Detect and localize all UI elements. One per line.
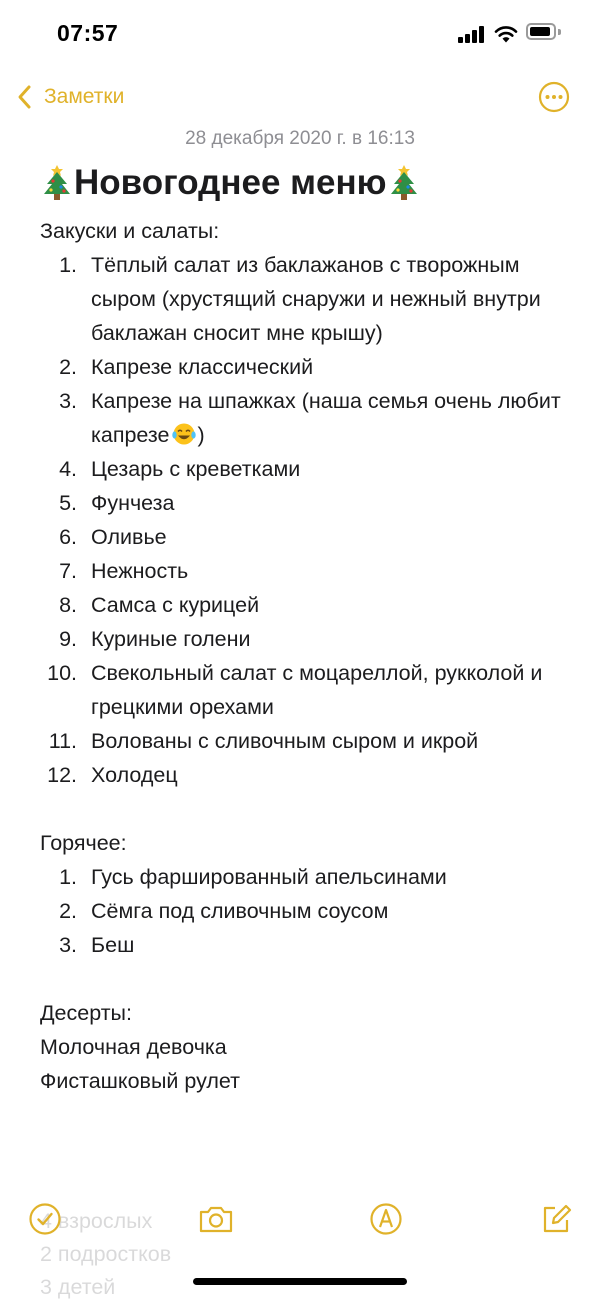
list-item [40, 452, 570, 486]
list-number: 2. [59, 355, 77, 379]
section-label-hot: Горячее: [40, 831, 127, 855]
list-item-text: Нежность [91, 559, 189, 583]
list-number: 11. [48, 729, 77, 753]
list-item [40, 894, 570, 928]
empty-line [40, 792, 570, 826]
list-item-text: Свекольный салат с моцареллой, рукколой и грецкими орехами [91, 661, 543, 719]
list-item-text: Фунчеза [91, 491, 175, 515]
list-number: 1. [59, 865, 77, 889]
list-number: 6. [59, 525, 77, 549]
list-item [40, 248, 570, 350]
faded-line: 2 подростков [40, 1242, 172, 1266]
list-number: 3. [59, 933, 77, 957]
ellipsis-circle-icon[interactable] [538, 81, 570, 113]
list-item-text-part: ) [197, 423, 205, 447]
dessert-line: Молочная девочка [40, 1035, 227, 1059]
list-number: 4. [59, 457, 77, 481]
list-item [40, 656, 570, 724]
back-label: Заметки [44, 85, 125, 108]
christmas-tree-emoji-icon [387, 163, 421, 203]
list-item [40, 928, 570, 962]
checklist-icon[interactable] [28, 1202, 62, 1236]
list-item-text: Куриные голени [91, 627, 251, 651]
list-number: 1. [59, 253, 77, 277]
section-label-snacks: Закуски и салаты: [40, 219, 220, 243]
list-item [40, 486, 570, 520]
tears-of-joy-emoji-icon [170, 422, 198, 446]
status-bar [0, 0, 600, 70]
list-item [40, 384, 570, 452]
list-number: 8. [59, 593, 77, 617]
list-item [40, 520, 570, 554]
list-item-text: Капрезе классический [91, 355, 314, 379]
battery-cap [558, 29, 561, 35]
christmas-tree-emoji-icon [40, 163, 74, 203]
note-title[interactable] [40, 163, 421, 203]
list-item-text: Оливье [91, 525, 167, 549]
list-item-text: Цезарь с креветками [91, 457, 301, 481]
list-number: 9. [59, 627, 77, 651]
list-item-text: Беш [91, 933, 135, 957]
list-number: 3. [59, 389, 77, 413]
compose-icon[interactable] [539, 1202, 573, 1236]
list-number: 5. [59, 491, 77, 515]
markup-pen-icon[interactable] [369, 1202, 403, 1236]
hot-list [40, 860, 570, 962]
list-item-text: Холодец [91, 763, 178, 787]
list-number: 2. [59, 899, 77, 923]
battery-icon [526, 23, 556, 40]
list-item [40, 724, 570, 758]
dessert-line: Фисташковый рулет [40, 1069, 241, 1093]
note-title-text: Новогоднее меню [74, 163, 387, 202]
empty-line [40, 962, 570, 996]
cellular-signal-icon [458, 26, 486, 43]
list-item [40, 554, 570, 588]
list-item [40, 758, 570, 792]
list-number: 7. [59, 559, 77, 583]
list-item [40, 860, 570, 894]
list-item-text: Волованы с сливочным сыром и икрой [91, 729, 479, 753]
camera-icon[interactable] [197, 1202, 235, 1236]
list-number: 10. [47, 661, 77, 685]
back-to-notes-button[interactable] [14, 82, 124, 112]
list-item-text [91, 384, 561, 452]
home-indicator[interactable] [193, 1278, 407, 1285]
list-item-text: Гусь фаршированный апельсинами [91, 865, 447, 889]
wifi-icon [494, 24, 518, 43]
list-number: 12. [47, 763, 77, 787]
list-item-text-part: Капрезе на шпажках (наша семья очень любит капрезе [91, 389, 561, 447]
chevron-left-icon [14, 82, 40, 112]
list-item [40, 350, 570, 384]
section-label-desserts: Десерты: [40, 1001, 132, 1025]
note-body[interactable] [40, 214, 570, 1098]
list-item [40, 588, 570, 622]
faded-line: 3 детей [40, 1275, 116, 1299]
note-date: 28 декабря 2020 г. в 16:13 [185, 128, 415, 149]
list-item [40, 622, 570, 656]
list-item-text: Тёплый салат из баклажанов с творожным сыром (хрустящий снаружи и нежный внутри баклажан сносит мне крышу) [91, 253, 541, 345]
status-time: 07:57 [57, 20, 119, 46]
list-item-text: Сёмга под сливочным соусом [91, 899, 389, 923]
snacks-list [40, 248, 570, 792]
faded-line: 4 взрослых [40, 1209, 153, 1233]
list-item-text: Самса с курицей [91, 593, 260, 617]
